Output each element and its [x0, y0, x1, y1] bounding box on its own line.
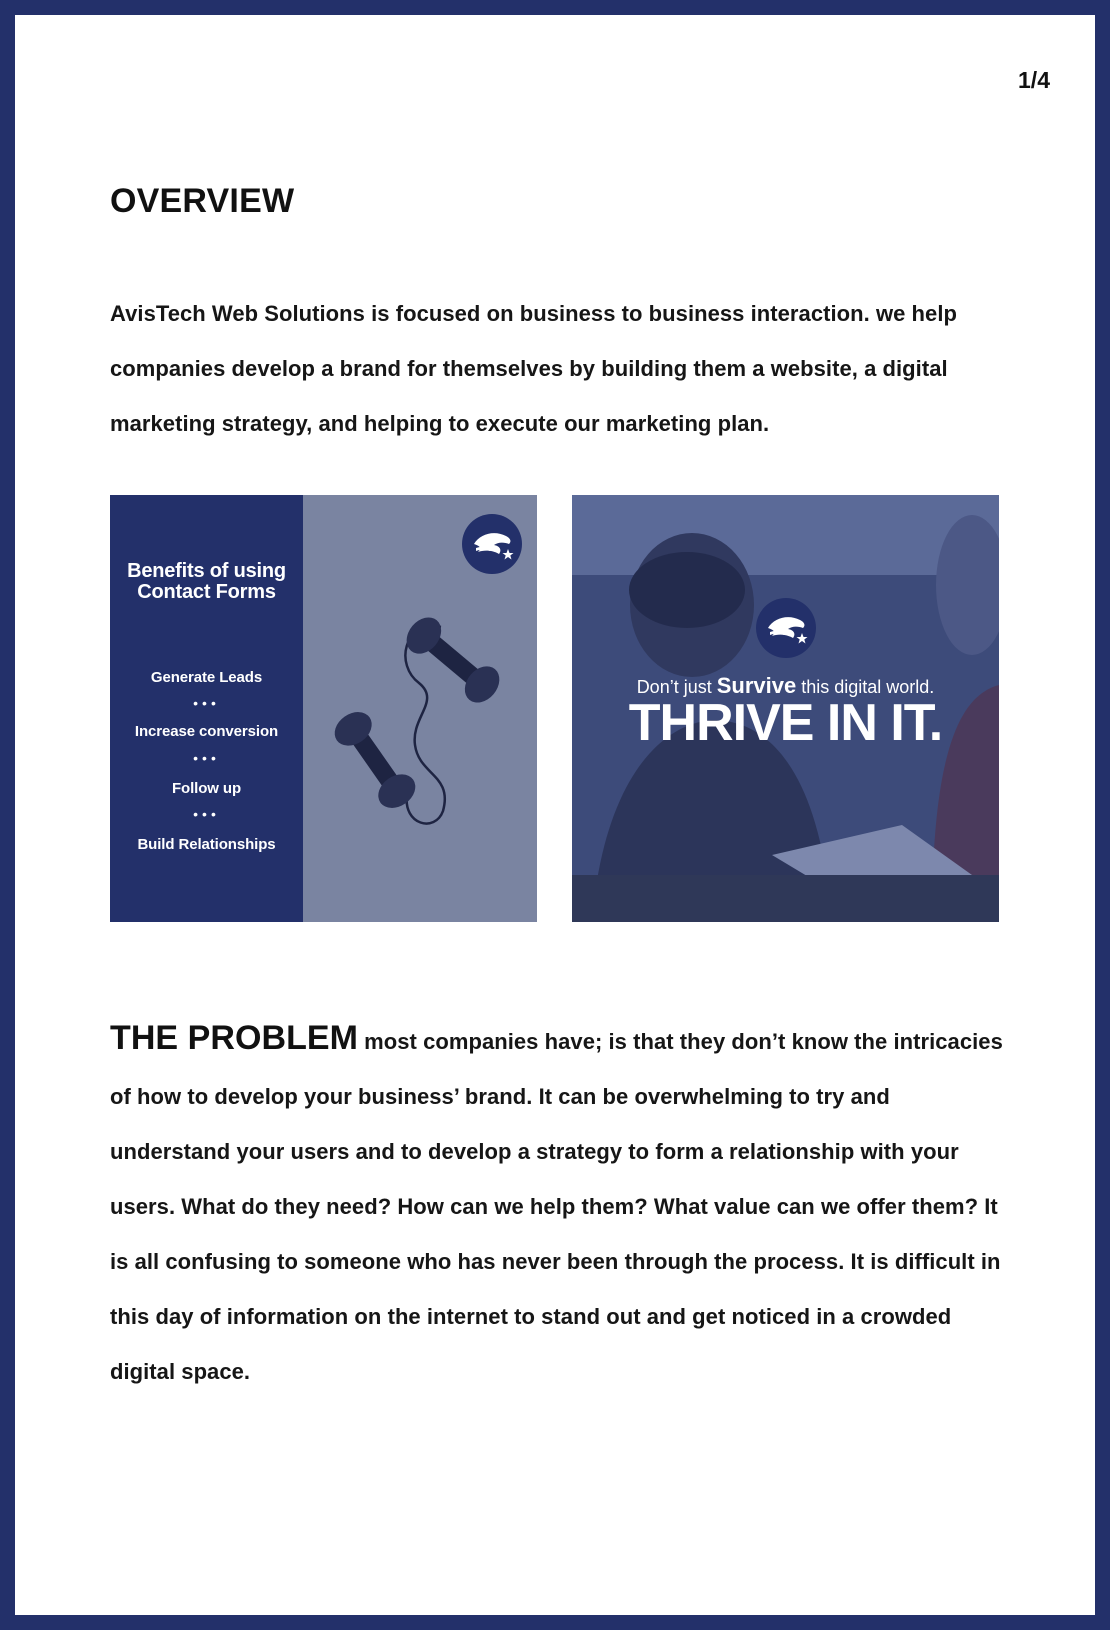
tagline-emphasis: Survive — [716, 673, 797, 698]
eagle-logo-icon — [756, 598, 816, 658]
benefits-panel — [110, 495, 303, 922]
benefits-title-line1: Benefits of using — [127, 560, 286, 582]
headline: THRIVE IN IT. — [628, 694, 943, 752]
benefit-separator: ••• — [193, 695, 220, 711]
telephone-handset-icon — [303, 495, 537, 922]
benefit-item: Follow up — [171, 780, 242, 797]
problem-section — [110, 1011, 1010, 1399]
image-row — [110, 495, 1010, 922]
benefit-item: Generate Leads — [150, 669, 263, 686]
tagline-prefix: Don’t just — [636, 677, 717, 697]
problem-title: THE PROBLEM — [110, 1019, 358, 1057]
problem-body: most companies have; is that they don’t know the intricacies of how to develop your business’ brand. It can be overwhelming to try and understand your users and to develop a strategy to form a relationship with your users. What do they need? How can we help them? What value can we offer them? It is all confusing to someone who has never been through the process. It is difficult in this day of information on the internet to stand out and get noticed in a crowded digital space. — [110, 1029, 1003, 1384]
benefit-item: Build Relationships — [137, 836, 276, 853]
page-number: 1/4 — [1018, 67, 1050, 93]
tagline-suffix: this digital world. — [796, 677, 935, 697]
benefit-separator: ••• — [193, 806, 220, 822]
benefit-separator: ••• — [193, 750, 220, 766]
overview-title: OVERVIEW — [110, 182, 295, 220]
benefit-item: Increase conversion — [134, 723, 279, 740]
contact-forms-graphic — [110, 495, 537, 922]
thrive-graphic — [572, 495, 999, 922]
benefits-title — [110, 561, 303, 603]
overview-section — [110, 181, 1010, 451]
overview-text: AvisTech Web Solutions is focused on business to business interaction. we help companies develop a brand for themselves by building them a website, a digital marketing strategy, and helping to execute our marketing plan. — [110, 300, 957, 436]
problem-text — [110, 1011, 1010, 1399]
benefits-title-line2: Contact Forms — [137, 581, 276, 603]
